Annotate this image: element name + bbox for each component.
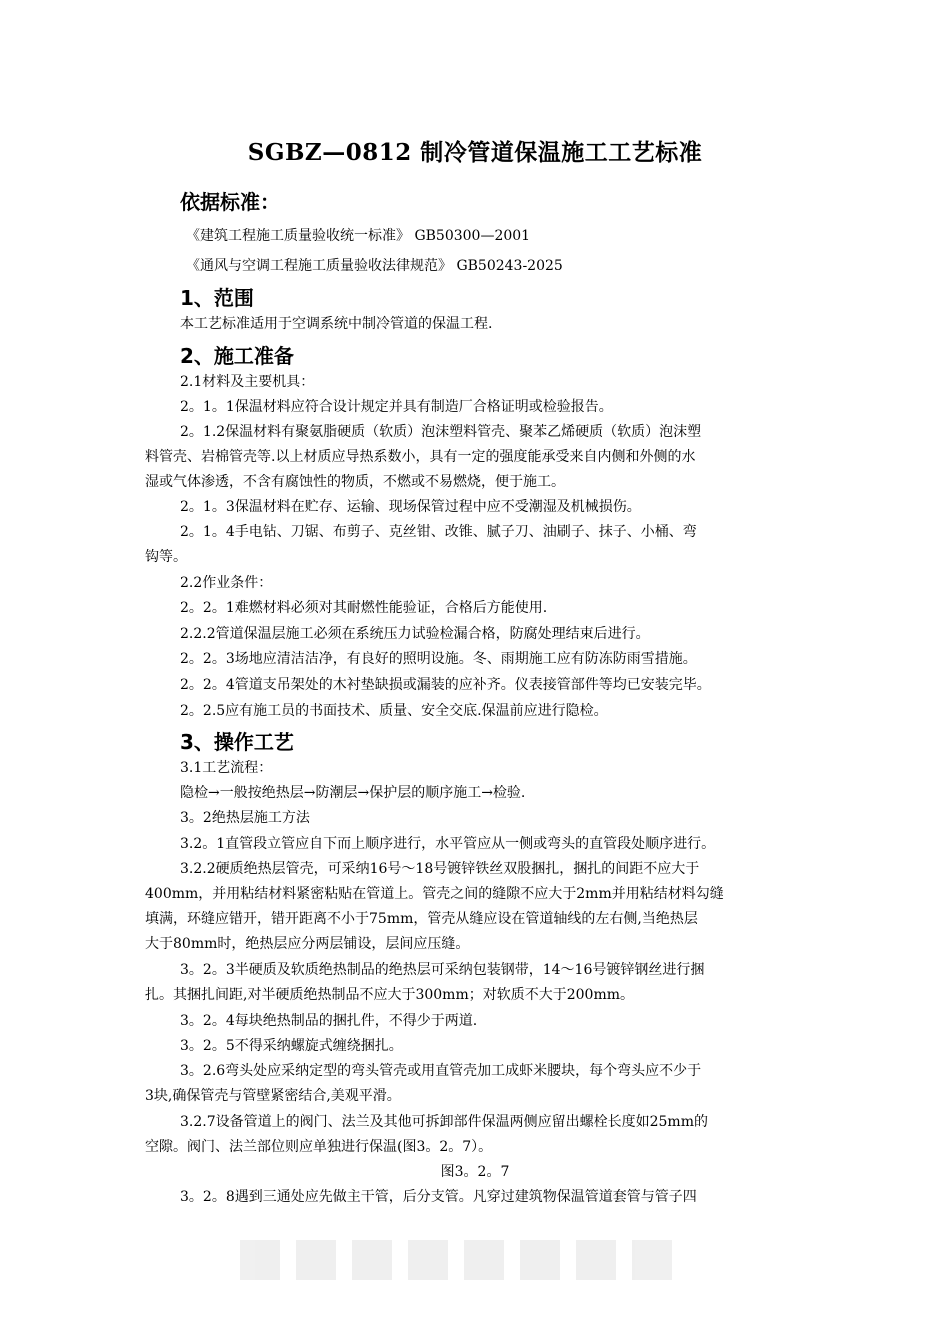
paragraph-line: 2。1。4手电钻、刀锯、布剪子、克丝钳、改锥、腻子刀、油刷子、抹子、小桶、弯 <box>180 524 697 540</box>
paragraph-line: 2.2作业条件： <box>180 575 273 591</box>
paragraph-line: 2。2。3场地应清洁洁净，有良好的照明设施。冬、雨期施工应有防冻防雨雪措施。 <box>180 651 697 667</box>
paragraph-line: 3。2。5不得采纳螺旋式缠绕捆扎。 <box>180 1038 403 1054</box>
paragraph-line: 2。2。1难燃材料必须对其耐燃性能验证，合格后方能使用. <box>180 600 548 616</box>
paragraph-line: 3。2。3半硬质及软质绝热制品的绝热层可采纳包装钢带，14～16号镀锌钢丝进行捆 <box>180 962 705 978</box>
paragraph-line: 料管壳、岩棉管壳等.以上材质应导热系数小，具有一定的强度能承受来自内侧和外侧的水 <box>145 449 696 465</box>
paragraph-line: 3。2.6弯头处应采纳定型的弯头管壳或用直管壳加工成虾米腰块，每个弯头应不少于 <box>180 1063 702 1079</box>
paragraph-line: 隐检→一般按绝热层→防潮层→保护层的顺序施工→检验. <box>180 785 526 801</box>
paragraph-line: 扎。其捆扎间距,对半硬质绝热制品不应大于300mm；对软质不大于200mm。 <box>145 987 634 1003</box>
paragraph-line: 2.2.2管道保温层施工必须在系统压力试验检漏合格，防腐处理结束后进行。 <box>180 626 650 642</box>
document-title: SGBZ—0812 制冷管道保温施工工艺标准 <box>247 139 703 166</box>
paragraph-line: 3.2.2硬质绝热层管壳，可采纳16号～18号镀锌铁丝双股捆扎，捆扎的间距不应大于 <box>180 861 700 877</box>
section-heading-preparation: 2、施工准备 <box>180 344 294 368</box>
basis-ref: 《建筑工程施工质量验收统一标准》 GB50300—2001 <box>186 228 531 244</box>
paragraph-line: 空隙。阀门、法兰部位则应单独进行保温(图3。2。7）。 <box>145 1139 493 1155</box>
basis-ref: 《通风与空调工程施工质量验收法律规范》 GB50243-2025 <box>186 258 563 274</box>
section-heading-operation: 3、操作工艺 <box>180 730 294 754</box>
figure-caption: 图3。2。7 <box>440 1164 510 1180</box>
paragraph-line: 3.2.7设备管道上的阀门、法兰及其他可拆卸部件保温两侧应留出螺栓长度如25mm的 <box>180 1114 708 1130</box>
section-heading-scope: 1、范围 <box>180 286 254 310</box>
basis-heading: 依据标准： <box>180 190 280 214</box>
paragraph-line: 2。1。3保温材料在贮存、运输、现场保管过程中应不受潮湿及机械损伤。 <box>180 499 641 515</box>
paragraph-line: 400mm，并用粘结材料紧密粘贴在管道上。管壳之间的缝隙不应大于2mm并用粘结材料勾缝 <box>145 886 724 902</box>
paragraph-line: 3。2。8遇到三通处应先做主干管，后分支管。凡穿过建筑物保温管道套管与管子四 <box>180 1189 697 1205</box>
paragraph-line: 湿或气体渗透，不含有腐蚀性的物质，不燃或不易燃烧，便于施工。 <box>145 474 565 490</box>
paragraph-line: 本工艺标准适用于空调系统中制冷管道的保温工程. <box>180 316 493 332</box>
paragraph-line: 大于80mm时，绝热层应分两层铺设，层间应压缝。 <box>145 936 470 952</box>
paragraph-line: 2。2。4管道支吊架处的木衬垫缺损或漏装的应补齐。仪表接管部件等均已安装完毕。 <box>180 677 711 693</box>
paragraph-line: 2。1.2保温材料有聚氨脂硬质（软质）泡沫塑料管壳、聚苯乙烯硬质（软质）泡沫塑 <box>180 424 702 440</box>
paragraph-line: 3.2。1直管段立管应自下而上顺序进行，水平管应从一侧或弯头的直管段处顺序进行。 <box>180 836 716 852</box>
paragraph-line: 3块,确保管壳与管壁紧密结合,美观平滑。 <box>145 1088 401 1104</box>
paragraph-line: 2.1材料及主要机具： <box>180 374 315 390</box>
paragraph-line: 3。2绝热层施工方法 <box>180 810 310 826</box>
faint-watermark <box>240 1240 740 1284</box>
paragraph-line: 3.1工艺流程： <box>180 760 273 776</box>
paragraph-line: 填满，环缝应错开，错开距离不小于75mm，管壳从缝应设在管道轴线的左右侧,当绝热层 <box>145 911 698 927</box>
paragraph-line: 2。1。1保温材料应符合设计规定并具有制造厂合格证明或检验报告。 <box>180 399 613 415</box>
paragraph-line: 3。2。4每块绝热制品的捆扎件，不得少于两道. <box>180 1013 478 1029</box>
paragraph-line: 2。2.5应有施工员的书面技术、质量、安全交底.保温前应进行隐检。 <box>180 703 608 719</box>
paragraph-line: 钩等。 <box>145 549 187 565</box>
